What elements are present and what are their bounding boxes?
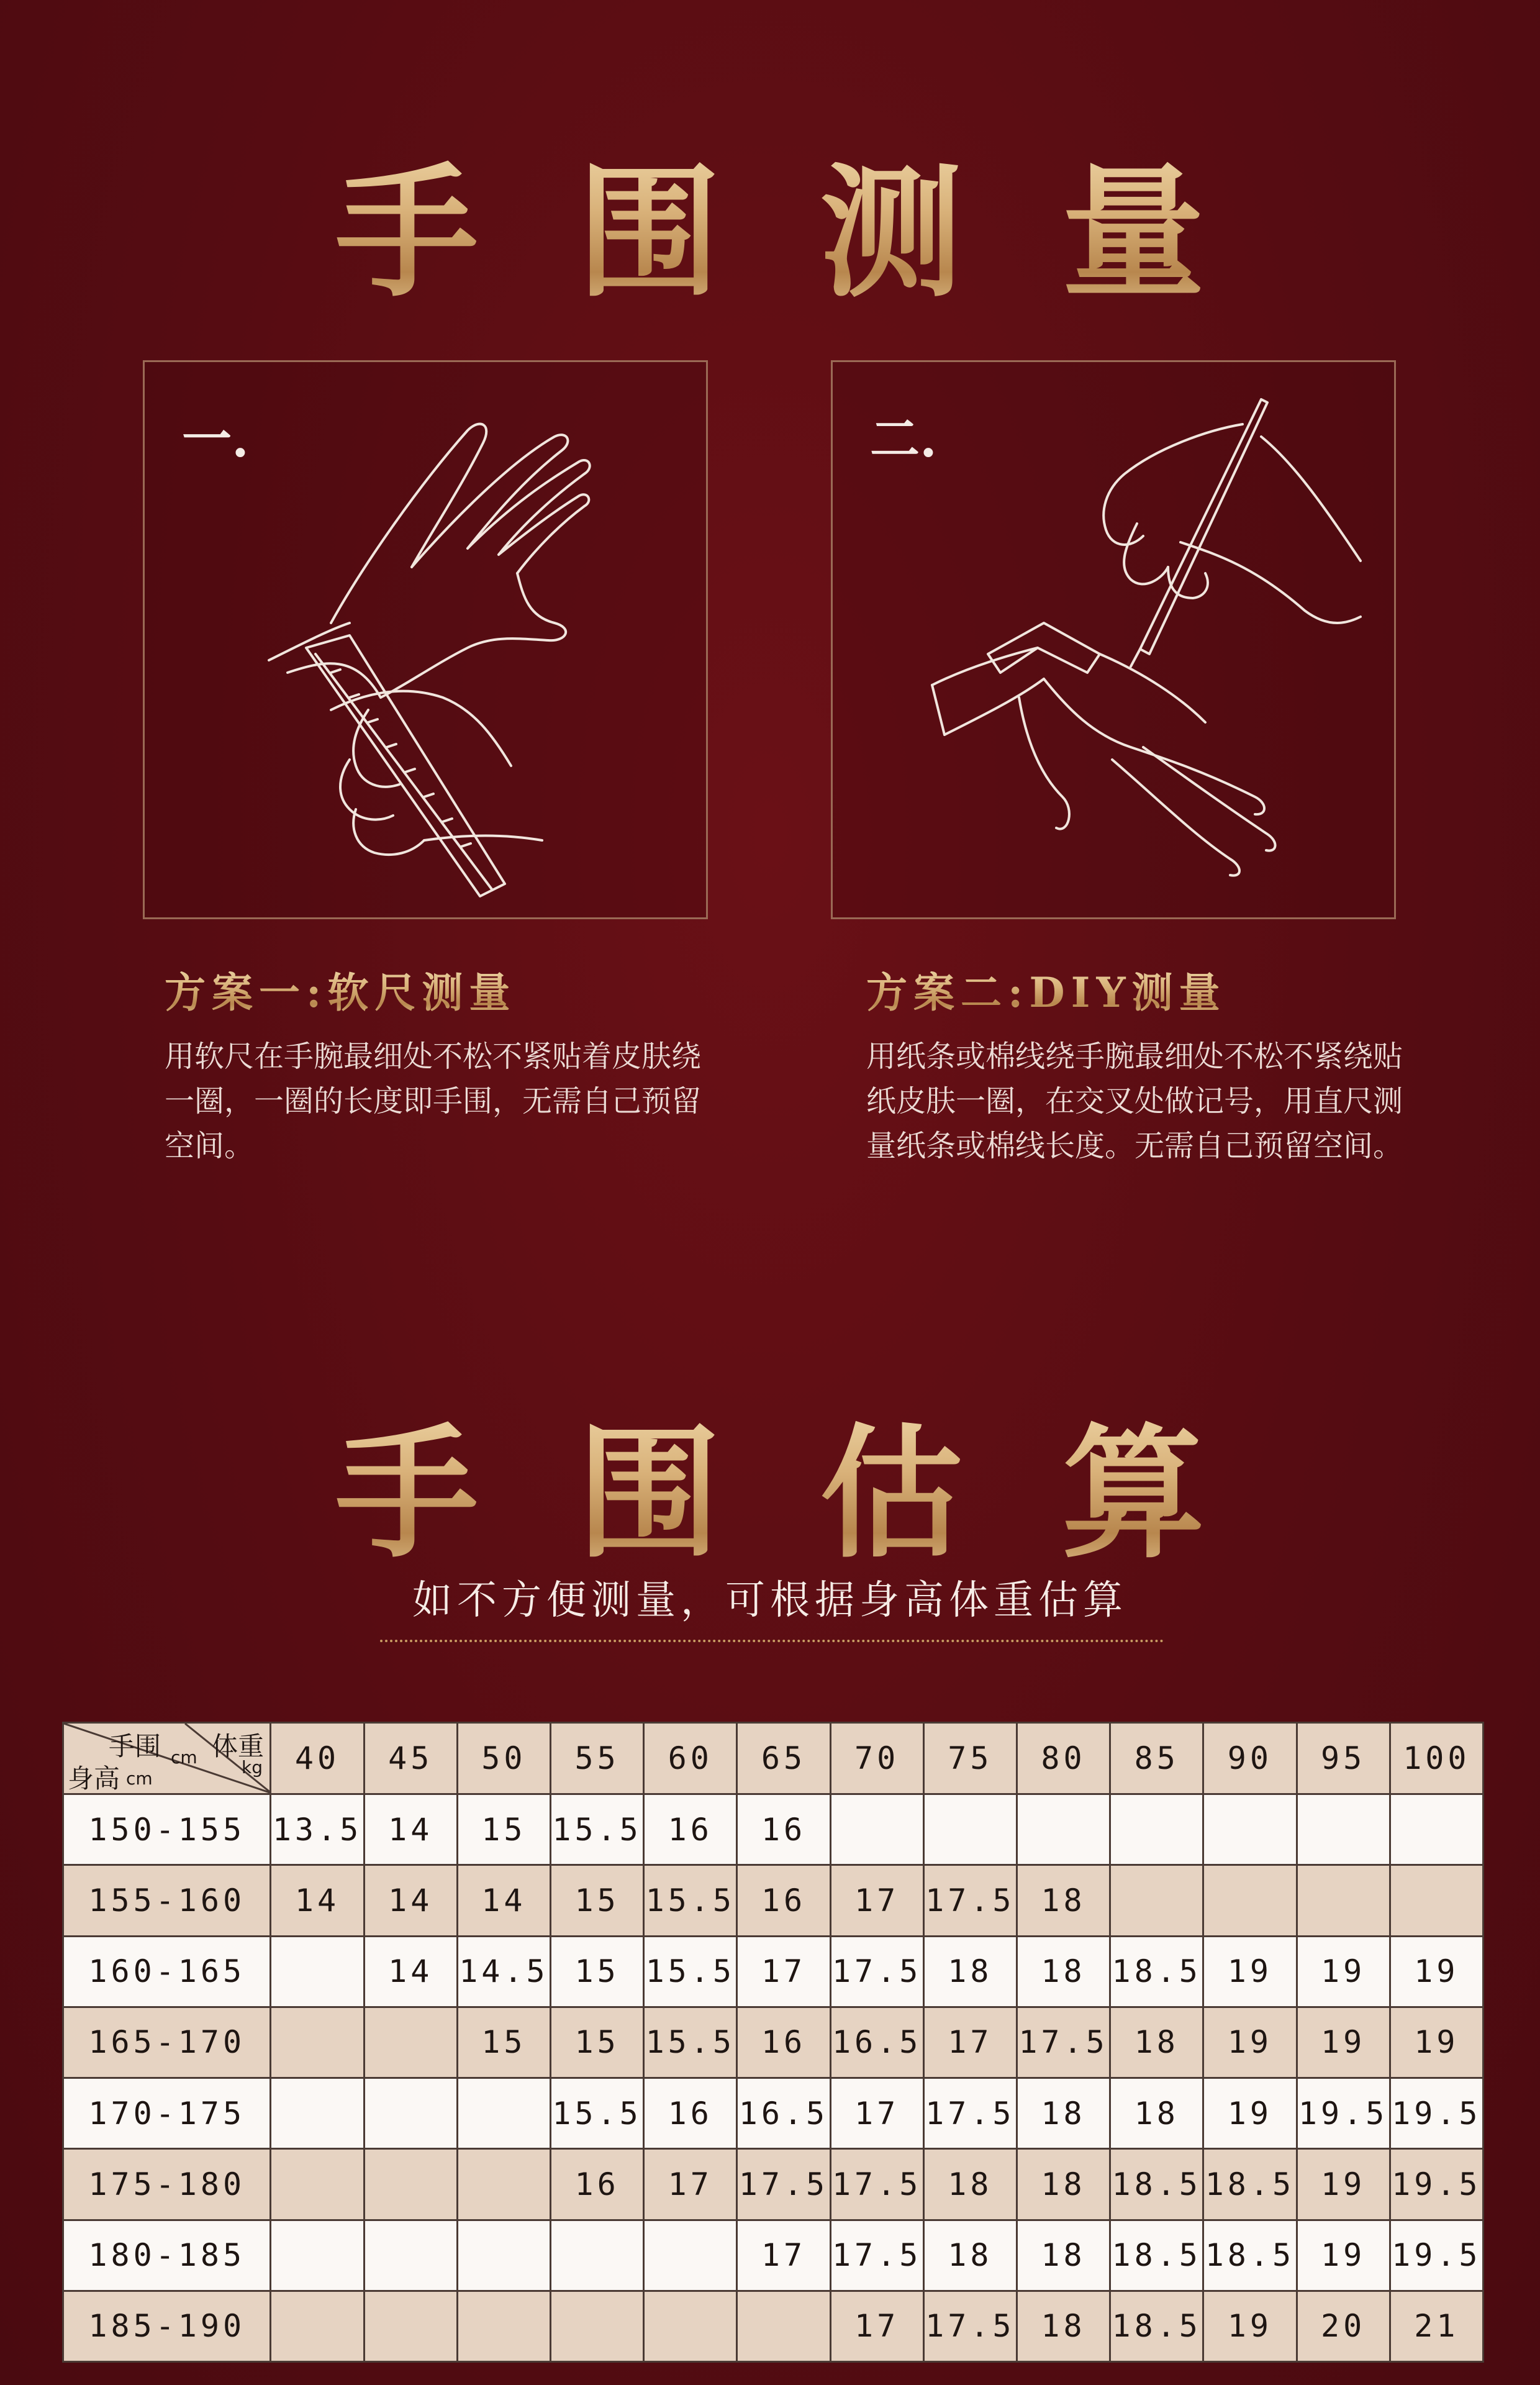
wrist-size-cell: 14 (364, 1794, 457, 1865)
wrist-size-cell: 15.5 (551, 2078, 644, 2149)
wrist-size-cell: 19 (1297, 2007, 1390, 2078)
wrist-size-cell (737, 2291, 830, 2361)
weight-header-cell: 80 (1017, 1723, 1110, 1794)
wrist-size-cell (457, 2220, 550, 2291)
wrist-size-cell: 18 (923, 2149, 1017, 2220)
table-corner-cell (63, 1723, 271, 1794)
wrist-size-table (62, 1722, 1484, 2363)
wrist-size-cell: 14 (364, 1936, 457, 2007)
wrist-size-cell (271, 2291, 364, 2361)
wrist-size-cell: 17.5 (923, 1865, 1017, 1936)
wrist-size-cell: 19 (1203, 2007, 1297, 2078)
wrist-size-cell (457, 2149, 550, 2220)
table-row (63, 2007, 1483, 2078)
wrist-size-cell: 18.5 (1110, 2149, 1203, 2220)
wrist-size-cell: 18 (923, 2220, 1017, 2291)
wrist-size-cell: 18 (1017, 2078, 1110, 2149)
method-two-text: 用纸条或棉线绕手腕最细处不松不紧绕贴纸皮肤一圈，在交叉处做记号，用直尺测量纸条或棉线长度。无需自己预留空间。 (866, 1039, 1403, 1163)
wrist-size-cell (923, 1794, 1017, 1865)
height-range-cell: 175-180 (63, 2149, 271, 2220)
wrist-size-cell: 18 (1110, 2078, 1203, 2149)
table-row (63, 2149, 1483, 2220)
wrist-size-cell: 18 (1017, 2220, 1110, 2291)
estimate-subtitle: 如不方便测量，可根据身高体重估算 (412, 1578, 1128, 1624)
wrist-size-cell: 17 (923, 2007, 1017, 2078)
subtitle-divider (380, 1640, 1164, 1642)
method-one-frame (143, 360, 708, 919)
method-one-title: 方案一:软尺测量 (165, 960, 516, 1019)
table-row (63, 1794, 1483, 1865)
wrist-size-cell: 17.5 (830, 1936, 923, 2007)
height-range-cell: 185-190 (63, 2291, 271, 2361)
weight-header-cell: 40 (271, 1723, 364, 1794)
wrist-size-cell (271, 2220, 364, 2291)
wrist-size-cell: 18 (1017, 2149, 1110, 2220)
wrist-size-cell: 14 (271, 1865, 364, 1936)
wrist-size-cell (1297, 1794, 1390, 1865)
wrist-size-cell: 18 (1110, 2007, 1203, 2078)
wrist-size-cell (271, 2149, 364, 2220)
wrist-size-cell: 18.5 (1203, 2149, 1297, 2220)
wrist-size-cell (457, 2078, 550, 2149)
wrist-size-cell: 15.5 (551, 1794, 644, 1865)
wrist-size-cell (1017, 1794, 1110, 1865)
wrist-size-cell: 18 (923, 1936, 1017, 2007)
wrist-size-cell (364, 2291, 457, 2361)
wrist-size-cell: 15 (551, 1936, 644, 2007)
wrist-size-cell (644, 2291, 737, 2361)
wrist-size-cell: 17.5 (923, 2078, 1017, 2149)
wrist-size-cell: 17 (644, 2149, 737, 2220)
wrist-size-cell (551, 2220, 644, 2291)
wrist-size-cell: 18 (1017, 1865, 1110, 1936)
corner-wrist-label: 手围 (109, 1731, 161, 1761)
corner-weight-unit: kg (242, 1757, 263, 1778)
wrist-size-cell (1390, 1794, 1483, 1865)
wrist-size-cell: 17.5 (923, 2291, 1017, 2361)
wrist-size-cell: 17.5 (830, 2220, 923, 2291)
wrist-size-cell (1110, 1794, 1203, 1865)
wrist-size-cell: 15.5 (644, 1936, 737, 2007)
weight-header-cell: 65 (737, 1723, 830, 1794)
wrist-size-cell: 18 (1017, 1936, 1110, 2007)
wrist-size-cell: 17.5 (1017, 2007, 1110, 2078)
height-range-cell: 150-155 (63, 1794, 271, 1865)
wrist-size-cell: 17 (830, 1865, 923, 1936)
weight-header-cell: 55 (551, 1723, 644, 1794)
wrist-size-cell (271, 2078, 364, 2149)
wrist-size-cell: 14 (457, 1865, 550, 1936)
wrist-size-cell (271, 1936, 364, 2007)
wrist-size-cell: 17.5 (737, 2149, 830, 2220)
wrist-size-cell (551, 2291, 644, 2361)
weight-header-cell: 60 (644, 1723, 737, 1794)
wrist-size-cell: 18 (1017, 2291, 1110, 2361)
wrist-size-cell (830, 1794, 923, 1865)
wrist-size-cell (1390, 1865, 1483, 1936)
wrist-size-cell: 18.5 (1203, 2220, 1297, 2291)
wrist-size-cell: 17.5 (830, 2149, 923, 2220)
wrist-size-cell: 19.5 (1297, 2078, 1390, 2149)
wrist-size-cell (364, 2007, 457, 2078)
table-row (63, 1936, 1483, 2007)
wrist-size-cell (271, 2007, 364, 2078)
wrist-size-cell: 18.5 (1110, 2220, 1203, 2291)
hand-with-soft-ruler-icon (145, 362, 710, 921)
wrist-size-cell (1297, 1865, 1390, 1936)
wrist-size-cell (364, 2220, 457, 2291)
wrist-size-cell: 15 (551, 1865, 644, 1936)
method-one-number: 一. (182, 410, 249, 468)
wrist-size-cell: 19 (1390, 1936, 1483, 2007)
wrist-size-cell: 16 (737, 1865, 830, 1936)
wrist-size-cell: 17 (830, 2078, 923, 2149)
table-row (63, 1865, 1483, 1936)
wrist-size-cell: 16 (644, 1794, 737, 1865)
measure-title: 手围测量 (0, 118, 1540, 324)
wrist-size-cell: 15 (551, 2007, 644, 2078)
wrist-size-cell: 16 (737, 1794, 830, 1865)
estimate-title: 手围估算 (0, 1379, 1540, 1584)
height-range-cell: 160-165 (63, 1936, 271, 2007)
wrist-size-cell: 20 (1297, 2291, 1390, 2361)
wrist-size-cell: 14.5 (457, 1936, 550, 2007)
wrist-size-cell (457, 2291, 550, 2361)
method-two-frame (831, 360, 1396, 919)
table-row (63, 2220, 1483, 2291)
corner-height-unit: cm (126, 1768, 153, 1789)
wrist-size-cell: 15 (457, 1794, 550, 1865)
table-row (63, 2291, 1483, 2361)
weight-header-cell: 70 (830, 1723, 923, 1794)
wrist-size-cell: 16 (737, 2007, 830, 2078)
height-range-cell: 180-185 (63, 2220, 271, 2291)
weight-header-cell: 75 (923, 1723, 1017, 1794)
wrist-size-cell: 16 (551, 2149, 644, 2220)
wrist-size-cell: 16 (644, 2078, 737, 2149)
method-two-number: 二. (870, 410, 937, 468)
weight-header-cell: 45 (364, 1723, 457, 1794)
weight-header-cell: 95 (1297, 1723, 1390, 1794)
wrist-size-cell: 19 (1203, 2078, 1297, 2149)
wrist-size-cell: 15.5 (644, 1865, 737, 1936)
wrist-size-cell: 19 (1203, 2291, 1297, 2361)
wrist-size-cell: 14 (364, 1865, 457, 1936)
wrist-size-cell: 19 (1297, 2220, 1390, 2291)
height-range-cell: 165-170 (63, 2007, 271, 2078)
wrist-size-cell (1110, 1865, 1203, 1936)
wrist-size-cell: 19 (1390, 2007, 1483, 2078)
wrist-size-cell: 16.5 (737, 2078, 830, 2149)
hand-with-paper-strip-icon (833, 362, 1398, 921)
weight-header-cell: 90 (1203, 1723, 1297, 1794)
weight-header-cell: 50 (457, 1723, 550, 1794)
wrist-size-cell: 15.5 (644, 2007, 737, 2078)
wrist-size-cell (644, 2220, 737, 2291)
wrist-size-cell: 16.5 (830, 2007, 923, 2078)
wrist-size-cell: 18.5 (1110, 2291, 1203, 2361)
method-one-text: 用软尺在手腕最细处不松不紧贴着皮肤绕一圈，一圈的长度即手围，无需自己预留空间。 (165, 1039, 702, 1163)
height-range-cell: 155-160 (63, 1865, 271, 1936)
table-body (63, 1794, 1483, 2362)
wrist-size-cell (1203, 1794, 1297, 1865)
wrist-size-cell: 19 (1203, 1936, 1297, 2007)
wrist-size-cell: 19.5 (1390, 2149, 1483, 2220)
method-two-title: 方案二:DIY测量 (866, 960, 1226, 1019)
wrist-size-cell (1203, 1865, 1297, 1936)
wrist-size-cell: 15 (457, 2007, 550, 2078)
corner-height-label: 身高 (68, 1763, 120, 1794)
wrist-size-cell: 17 (737, 2220, 830, 2291)
wrist-size-cell: 21 (1390, 2291, 1483, 2361)
wrist-size-cell (364, 2149, 457, 2220)
weight-header-cell: 85 (1110, 1723, 1203, 1794)
height-range-cell: 170-175 (63, 2078, 271, 2149)
wrist-size-cell: 17 (830, 2291, 923, 2361)
wrist-size-cell: 13.5 (271, 1794, 364, 1865)
wrist-size-cell (364, 2078, 457, 2149)
corner-weight-label: 体重 (212, 1731, 265, 1761)
wrist-size-cell: 17 (737, 1936, 830, 2007)
table-header-row (63, 1723, 1483, 1794)
weight-header-cell: 100 (1390, 1723, 1483, 1794)
wrist-size-cell: 18.5 (1110, 1936, 1203, 2007)
wrist-size-cell: 19 (1297, 2149, 1390, 2220)
table-row (63, 2078, 1483, 2149)
wrist-size-cell: 19.5 (1390, 2220, 1483, 2291)
wrist-size-cell: 19.5 (1390, 2078, 1483, 2149)
corner-wrist-unit: cm (171, 1747, 197, 1768)
wrist-size-cell: 19 (1297, 1936, 1390, 2007)
